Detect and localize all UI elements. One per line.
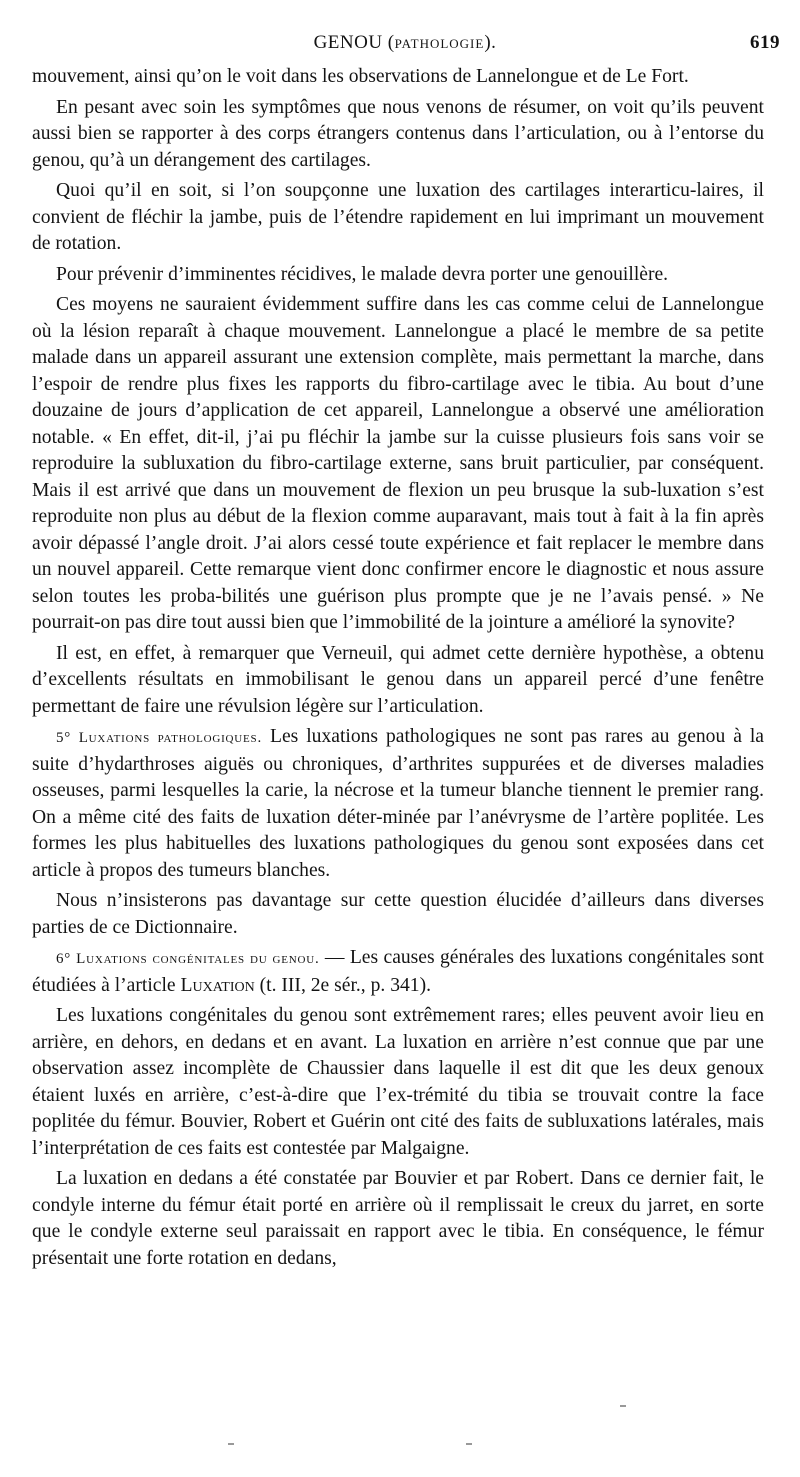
cross-reference: Luxation [180,974,255,996]
running-title-close: ). [484,32,497,53]
section-5-heading: 5° Luxations pathologiques. [56,730,263,746]
speck [228,1443,234,1445]
paragraph: La luxation en dedans a été constatée par Bouvier et par Robert. Dans ce dernier fait, le condyle interne du fémur était porté en arrière où il remplissait le creux du jarret, en sorte que le condyle externe seul paraissait en rapport avec le tibia. En conséquence, le fémur présentait une forte rotation en dedans, [32,1168,764,1269]
section-6-heading: 6° Luxations congénitales du genou. [56,951,320,967]
bottom-specks [0,1385,800,1465]
paragraph: Quoi qu’il en soit, si l’on soupçonne une luxation des cartilages interarticu-laires, il convient de fléchir la jambe, puis de l’étendre rapidement en lui imprimant un mouvement de rotation. [32,180,764,254]
paragraph: Les luxations congénitales du genou sont extrêmement rares; elles peuvent avoir lieu en arrière, en dehors, en dedans et en avant. La luxation en arrière n’est connue que par une observation assez incomplète de Chaussier dans laquelle il est dit que les deux genoux étaient luxés en arrière, c’est-à-dire que l’ex-trémité du tibia se trouvait contre la face poplitée du fémur. Bouvier, Robert et Guérin ont cité des faits de subluxations latérales, mais l’interprétation de ces faits est contestée par Malgaigne. [32,1005,764,1159]
paragraph: Pour prévenir d’imminentes récidives, le malade devra porter une genouillère. [56,263,669,285]
running-title-small: PATHOLOGIE [394,36,485,51]
paragraph: Nous n’insisterons pas davantage sur cette question élucidée d’ailleurs dans diverses parties de ce Dictionnaire. [32,890,764,938]
speck [466,1443,472,1445]
section-5-text: Les luxations pathologiques ne sont pas rares au genou à la suite d’hydarthroses aiguës ou chroniques, d’arthrites suppurées et de diverses maladies osseuses, parmi lesquelles la carie, la nécrose et la tumeur blanche tiennent le premier rang. On a même cité des faits de luxation déter-minée par l’anévrysme de l’artère poplitée. Les formes les plus habituelles des luxations pathologiques du genou sont exposées dans cet article à propos des tumeurs blanches. [32,726,764,881]
section-6-paragraph [32,945,764,999]
section-6-text-end: (t. III, 2e sér., p. 341). [259,974,432,996]
paragraph: mouvement, ainsi qu’on le voit dans les observations de Lannelongue et de Le Fort. [32,66,689,87]
paragraph: Il est, en effet, à remarquer que Verneuil, qui admet cette dernière hypothèse, a obtenu d’excellents résultats en immobilisant le genou dans un appareil percé d’une fenêtre permettant de faire une révulsion légère sur l’articulation. [32,642,764,717]
section-6-text: — Les causes générales des luxations congénitales sont étudiées à l’article [32,947,764,996]
running-title-main: GENOU ( [313,32,395,53]
paragraph: En pesant avec soin les symptômes que nous venons de résumer, on voit qu’ils peuvent aussi bien se rapporter à des corps étrangers contenus dans l’articulation, ou à l’entorse du genou, qu’à un dérangement des cartilages. [32,96,764,171]
section-5-paragraph [32,724,764,884]
body-text [32,64,764,1276]
running-head [30,32,780,58]
paragraph: Ces moyens ne sauraient évidemment suffire dans les cas comme celui de Lannelongue où la lésion reparaît à chaque mouvement. Lannelongue a placé le membre de sa petite malade dans un appareil assurant une extension complète, mais permettant la marche, dans l’espoir de rendre plus fixes les rapports du fibro-cartilage avec le tibia. Au bout d’une douzaine de jours d’application de cet appareil, Lannelongue a observé une amélioration notable. « En effet, dit-il, j’ai pu fléchir la jambe sur la cuisse plusieurs fois sans voir se reproduire la subluxation du fibro-cartilage externe, sans bruit particulier, par conséquent. Mais il est arrivé que dans un mouvement de flexion un peu brusque la sub-luxation s’est reproduite non plus au début de la flexion comme auparavant, mais tout à fait à la fin après avoir dépassé l’angle droit. J’ai alors cessé toute expérience et fait replacer le membre dans un nouvel appareil. Cette remarque vient donc confirmer encore le diagnostic et nous assure selon toutes les proba-bilités une guérison plus prompte que je ne l’avais pensé. » Ne pourrait-on pas dire tout aussi bien que l’immobilité de la jointure a amélioré la synovite? [32,294,764,633]
page-number: 619 [750,32,780,53]
running-title [30,32,780,54]
speck [620,1405,626,1407]
